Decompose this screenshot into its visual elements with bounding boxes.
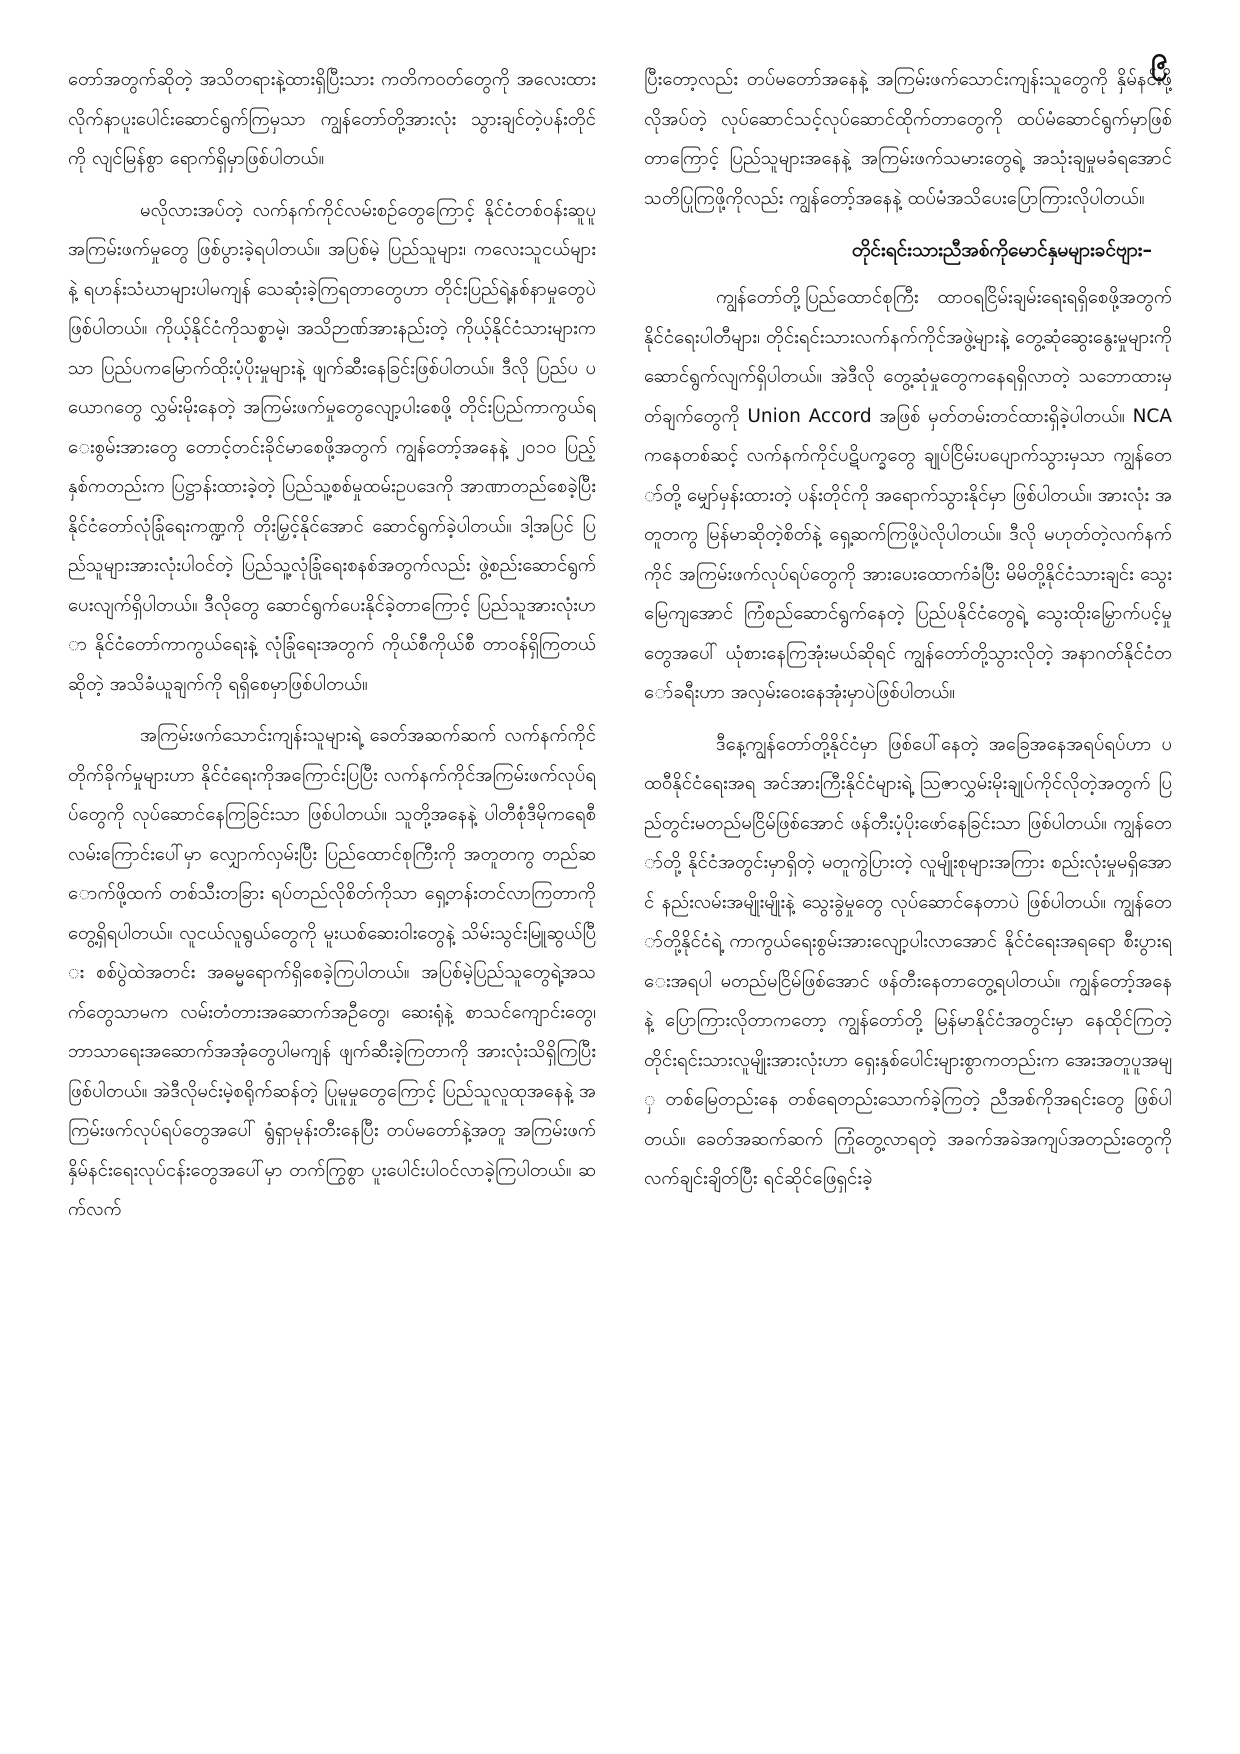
page-number: ၉ — [1151, 41, 1168, 76]
paragraph: မလိုလားအပ်တဲ့ လက်နက်ကိုင်လမ်းစဉ်တွေကြောင့် နိုင်ငံတစ်ဝန်းဆူပူအကြမ်းဖက်မှုတွေ ဖြစ်ပွားခဲ့ရပါတယ်။ အပြစ်မဲ့ ပြည်သူများ၊ ကလေးသူငယ်များနဲ့ ရဟန်းသံဃာများပါမကျန် သေဆုံးခဲ့ကြရတာတွေဟာ တိုင်းပြည်ရဲ့နစ်နာမှုတွေပဲဖြစ်ပါတယ်။ ကိုယ့်နိုင်ငံကိုသစ္စာမဲ့၊ အသိဉာဏ်အားနည်းတဲ့ ကိုယ့်နိုင်ငံသားများကသာ ပြည်ပကမြောက်ထိုးပံ့ပိုးမှုများနဲ့ ဖျက်ဆီးနေခြင်းဖြစ်ပါတယ်။ ဒီလို ပြည်ပ ပယောဂတွေ လွှမ်းမိုးနေတဲ့ အကြမ်းဖက်မှုတွေလျော့ပါးစေဖို့ တိုင်းပြည်ကာကွယ်ရေးစွမ်းအားတွေ တောင့်တင်းခိုင်မာစေဖို့အတွက် ကျွန်တော့်အနေနဲ့ ၂၀၁၀ ပြည့်နှစ်ကတည်းက ပြဋ္ဌာန်းထားခဲ့တဲ့ ပြည်သူ့စစ်မှုထမ်းဥပဒေကို အာဏာတည်စေခဲ့ပြီး နိုင်ငံတော်လုံခြုံရေးကဏ္ဍကို တိုးမြှင့်နိုင်အောင် ဆောင်ရွက်ခဲ့ပါတယ်။ ဒါ့အပြင် ပြည်သူများအားလုံးပါဝင်တဲ့ ပြည်သူ့လုံခြုံရေးစနစ်အတွက်လည်း ဖွဲ့စည်းဆောင်ရွက်ပေးလျက်ရှိပါတယ်။ ဒီလိုတွေ ဆောင်ရွက်ပေးနိုင်ခဲ့တာကြောင့် ပြည်သူအားလုံးဟာ နိုင်ငံတော်ကာကွယ်ရေးနဲ့ လုံခြုံရေးအတွက် ကိုယ်စီကိုယ်စီ တာဝန်ရှိကြတယ်ဆိုတဲ့ အသိခံယူချက်ကို ရရှိစေမှာဖြစ်ပါတယ်။ — [68, 199, 596, 695]
section-heading: တိုင်းရင်းသားညီအစ်ကိုမောင်နှမများခင်ဗျား– — [851, 239, 1152, 261]
text-columns — [68, 60, 1172, 1710]
left-column — [68, 60, 596, 1710]
paragraph: ကျွန်တော်တို့ပြည်ထောင်စုကြီး ထာဝရငြိမ်းချမ်းရေးရရှိစေဖို့အတွက် နိုင်ငံရေးပါတီများ၊ တိုင်းရင်းသားလက်နက်ကိုင်အဖွဲ့များနဲ့ တွေ့ဆုံဆွေးနွေးမှုများကို ဆောင်ရွက်လျက်ရှိပါတယ်။ အဲဒီလို တွေ့ဆုံမှုတွေကနေရရှိလာတဲ့ သဘောထားမှတ်ချက်တွေကို Union Accord အဖြစ် မှတ်တမ်းတင်ထားရှိခဲ့ပါတယ်။ NCA ကနေတစ်ဆင့် လက်နက်ကိုင်ပဋိပက္ခတွေ ချုပ်ငြိမ်းပပျောက်သွားမှသာ ကျွန်တော်တို့ မျှော်မှန်းထားတဲ့ ပန်းတိုင်ကို အရောက်သွားနိုင်မှာ ဖြစ်ပါတယ်။ အားလုံး အတူတကွ မြန်မာဆိုတဲ့စိတ်နဲ့ ရှေ့ဆက်ကြဖို့ပဲလိုပါတယ်။ ဒီလို မဟုတ်တဲ့လက်နက်ကိုင် အကြမ်းဖက်လုပ်ရပ်တွေကို အားပေးထောက်ခံပြီး မိမိတို့နိုင်ငံသားချင်း သွေးမြေကျအောင် ကြံစည်ဆောင်ရွက်နေတဲ့ ပြည်ပနိုင်ငံတွေရဲ့ သွေးထိုးမြှောက်ပင့်မှုတွေအပေါ် ယုံစားနေကြအုံးမယ်ဆိုရင် ကျွန်တော်တို့သွားလိုတဲ့ အနာဂတ်နိုင်ငံတော်ခရီးဟာ အလှမ်းဝေးနေအုံးမှာပဲဖြစ်ပါတယ်။ — [644, 287, 1172, 703]
paragraph: အကြမ်းဖက်သောင်းကျန်းသူများရဲ့ ခေတ်အဆက်ဆက် လက်နက်ကိုင်တိုက်ခိုက်မှုများဟာ နိုင်ငံရေးကိုအကြောင်းပြပြီး လက်နက်ကိုင်အကြမ်းဖက်လုပ်ရပ်တွေကို လုပ်ဆောင်နေကြခြင်းသာ ဖြစ်ပါတယ်။ သူတို့အနေနဲ့ ပါတီစုံဒီမိုကရေစီလမ်းကြောင်းပေါ်မှာ လျှောက်လှမ်းပြီး ပြည်ထောင်စုကြီးကို အတူတကွ တည်ဆောက်ဖို့ထက် တစ်သီးတခြား ရပ်တည်လိုစိတ်ကိုသာ ရှေ့တန်းတင်လာကြတာကို တွေ့ရှိရပါတယ်။ လူငယ်လူရွယ်တွေကို မူးယစ်ဆေးဝါးတွေနဲ့ သိမ်းသွင်းမြူဆွယ်ပြီး စစ်ပွဲထဲအတင်း အဓမ္မရောက်ရှိစေခဲ့ကြပါတယ်။ အပြစ်မဲ့ပြည်သူတွေရဲ့အသက်တွေသာမက လမ်းတံတားအဆောက်အဦတွေ၊ ဆေးရုံနဲ့ စာသင်ကျောင်းတွေ၊ ဘာသာရေးအဆောက်အအုံတွေပါမကျန် ဖျက်ဆီးခဲ့ကြတာကို အားလုံးသိရှိကြပြီးဖြစ်ပါတယ်။ အဲဒီလိုမင်းမဲ့စရိုက်ဆန်တဲ့ ပြုမူမှုတွေကြောင့် ပြည်သူလူထုအနေနဲ့ အကြမ်းဖက်လုပ်ရပ်တွေအပေါ် ရွံရှာမုန်းတီးနေပြီး တပ်မတော်နဲ့အတူ အကြမ်းဖက်နှိမ်နင်းရေးလုပ်ငန်းတွေအပေါ်မှာ တက်ကြွစွာ ပူးပေါင်းပါဝင်လာခဲ့ကြပါတယ်။ ဆက်လက် — [68, 725, 596, 1220]
paragraph: ပြီးတော့လည်း တပ်မတော်အနေနဲ့ အကြမ်းဖက်သောင်းကျန်းသူတွေကို နှိမ်နင်းဖို့လိုအပ်တဲ့ လုပ်ဆောင်သင့်လုပ်ဆောင်ထိုက်တာတွေကို ထပ်မံဆောင်ရွက်မှာဖြစ်တာကြောင့် ပြည်သူများအနေနဲ့ အကြမ်းဖက်သမားတွေရဲ့ အသုံးချမှုမခံရအောင် သတိပြုကြဖို့ကိုလည်း ကျွန်တော့်အနေနဲ့ ထပ်မံအသိပေးပြောကြားလိုပါတယ်။ — [644, 69, 1172, 209]
paragraph: ဒီနေ့ကျွန်တော်တို့နိုင်ငံမှာ ဖြစ်ပေါ်နေတဲ့ အခြေအနေအရပ်ရပ်ဟာ ပထဝီနိုင်ငံရေးအရ အင်အားကြီးနိုင်ငံများရဲ့ ဩဇာလွှမ်းမိုးချုပ်ကိုင်လိုတဲ့အတွက် ပြည်တွင်းမတည်မငြိမ်ဖြစ်အောင် ဖန်တီးပံ့ပိုးဖော်နေခြင်းသာ ဖြစ်ပါတယ်။ ကျွန်တော်တို့ နိုင်ငံအတွင်းမှာရှိတဲ့ မတူကွဲပြားတဲ့ လူမျိုးစုများအကြား စည်းလုံးမှုမရှိအောင် နည်းလမ်းအမျိုးမျိုးနဲ့ သွေးခွဲမှုတွေ လုပ်ဆောင်နေတာပဲ ဖြစ်ပါတယ်။ ကျွန်တော်တို့နိုင်ငံရဲ့ ကာကွယ်ရေးစွမ်းအားလျော့ပါးလာအောင် နိုင်ငံရေးအရရော စီးပွားရေးအရပါ မတည်မငြိမ်ဖြစ်အောင် ဖန်တီးနေတာတွေ့ရပါတယ်။ ကျွန်တော့်အနေနဲ့ ပြောကြားလိုတာကတော့ ကျွန်တော်တို့ မြန်မာနိုင်ငံအတွင်းမှာ နေထိုင်ကြတဲ့ တိုင်းရင်းသားလူမျိုးအားလုံးဟာ ရှေးနှစ်ပေါင်းများစွာကတည်းက အေးအတူပူအမျှ တစ်မြေတည်းနေ တစ်ရေတည်းသောက်ခဲ့ကြတဲ့ ညီအစ်ကိုအရင်းတွေ ဖြစ်ပါတယ်။ ခေတ်အဆက်ဆက် ကြုံတွေ့လာရတဲ့ အခက်အခဲအကျပ်အတည်းတွေကို လက်ချင်းချိတ်ပြီး ရင်ဆိုင်ဖြေရှင်းခဲ့ — [644, 733, 1172, 1189]
paragraph: တော်အတွက်ဆိုတဲ့ အသိတရားနဲ့ထားရှိပြီးသား ကတိကဝတ်တွေကို အလေးထားလိုက်နာပူးပေါင်းဆောင်ရွက်ကြမှသာ ကျွန်တော်တို့အားလုံး သွားချင်တဲ့ပန်းတိုင်ကို လျင်မြန်စွာ ရောက်ရှိမှာဖြစ်ပါတယ်။ — [68, 69, 596, 169]
right-column — [644, 60, 1172, 1710]
